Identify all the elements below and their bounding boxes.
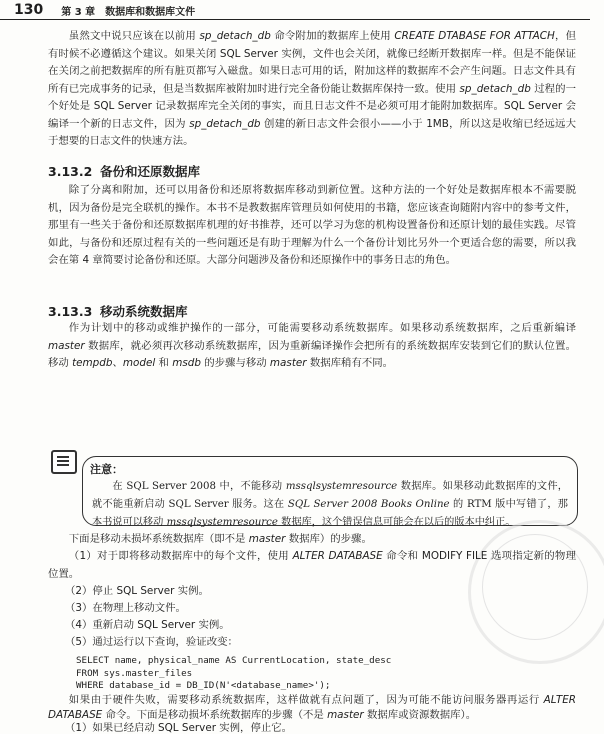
header-rule: [0, 19, 590, 20]
step-3: （3）在物理上移动文件。: [65, 602, 186, 614]
note-text: 在 SQL Server 2008 中，不能移动 mssqlsystemresource 数据库。如果移动此数据库的文件，就不能重新启动 SQL Server 服务。这在 SQL Server 2008 Books Online 的 RTM 版中写错了，那本书说可以移动 mssqlsystemresource 数据库，这个错误信息可能会在以后的版本中纠正。: [92, 481, 568, 528]
steps-intro: 下面是移动未损坏系统数据库（即不是 master 数据库）的步骤。: [68, 533, 372, 545]
paragraph-hardware-failure: 如果由于硬件失败，需要移动系统数据库，这样做就有点问题了，因为可能不能访问服务器再运行 ALTER DATABASE 命令。下面是移动损坏系统数据库的步骤（不是 master 数据库或资源数据库）。: [48, 694, 576, 721]
paragraph-backup: 除了分离和附加，还可以用备份和还原将数据库移动到新位置。这种方法的一个好处是数据库根本不需要脱机，因为备份是完全联机的操作。本书不是教数据库管理员如何使用的书籍，您应该查询随附内容中的参考文件，那里有一些关于备份和还原数据库机理的好书推荐，还可以学习为您的机构设置备份和还原计划的最佳实践。尽管如此，与备份和还原过程有关的一些问题还是有助于理解为什么一个备份计划比另外一个更适合您的需要，所以我会在第 4 章简要讨论备份和还原。大部分问题涉及备份和还原操作中的事务日志的角色。: [48, 184, 576, 266]
note-icon: [51, 450, 77, 474]
chapter-title: 第 3 章 数据库和数据库文件: [61, 6, 196, 18]
note-label: 注意：: [90, 463, 123, 476]
paragraph-detach: 虽然文中说只应该在以前用 sp_detach_db 命令附加的数据库上使用 CREATE DTABASE FOR ATTACH，但有时候不必遵循这个建议。如果关闭 SQL Server 实例，文件也会关闭，就像已经断开数据库一样。但是不能保证在关闭之前把数据库的所有脏页都写入磁盘。如果日志可用的话，附加这样的数据库不会产生问题。日志文件具有所有已完成事务的记录，但是当数据库被附加时进行完全备份能让数据库保持一致。使用 sp_detach_db 过程的一个好处是 SQL Server 记录数据库完全关闭的事实，而且日志文件不是必须可用才能附加数据库。SQL Server 会编译一个新的日志文件，因为 sp_detach_db 创建的新日志文件会很小——小于 1MB，所以这是收缩已经远远大于想要的日志文件的快速方法。: [48, 30, 576, 147]
running-header: [14, 2, 195, 18]
step-5: （5）通过运行以下查询，验证改变：: [65, 636, 238, 648]
step-4: （4）重新启动 SQL Server 实例。: [65, 619, 230, 631]
step-1: （1）对于即将移动数据库中的每个文件，使用 ALTER DATABASE 命令和 MODIFY FILE 选项指定新的物理位置。: [48, 550, 576, 580]
section-heading-backup: 3.13.2 备份和还原数据库: [48, 164, 201, 179]
sql-code-block: SELECT name, physical_name AS CurrentLocation, state_desc FROM sys.master_files WHERE database_id = DB_ID(N'<database_name>');: [76, 655, 392, 691]
last-step: （1）如果已经启动 SQL Server 实例，停止它。: [65, 722, 293, 734]
section-heading-move-system: 3.13.3 移动系统数据库: [48, 304, 188, 319]
paragraph-move-system: 作为计划中的移动或维护操作的一部分，可能需要移动系统数据库。如果移动系统数据库，之后重新编译 master 数据库，就必须再次移动系统数据库，因为重新编译操作会把所有的系统数据库安装到它们的默认位置。移动 tempdb、model 和 msdb 的步骤与移动 master 数据库稍有不同。: [48, 322, 576, 369]
page-number: 130: [14, 2, 44, 18]
step-2: （2）停止 SQL Server 实例。: [65, 585, 209, 597]
